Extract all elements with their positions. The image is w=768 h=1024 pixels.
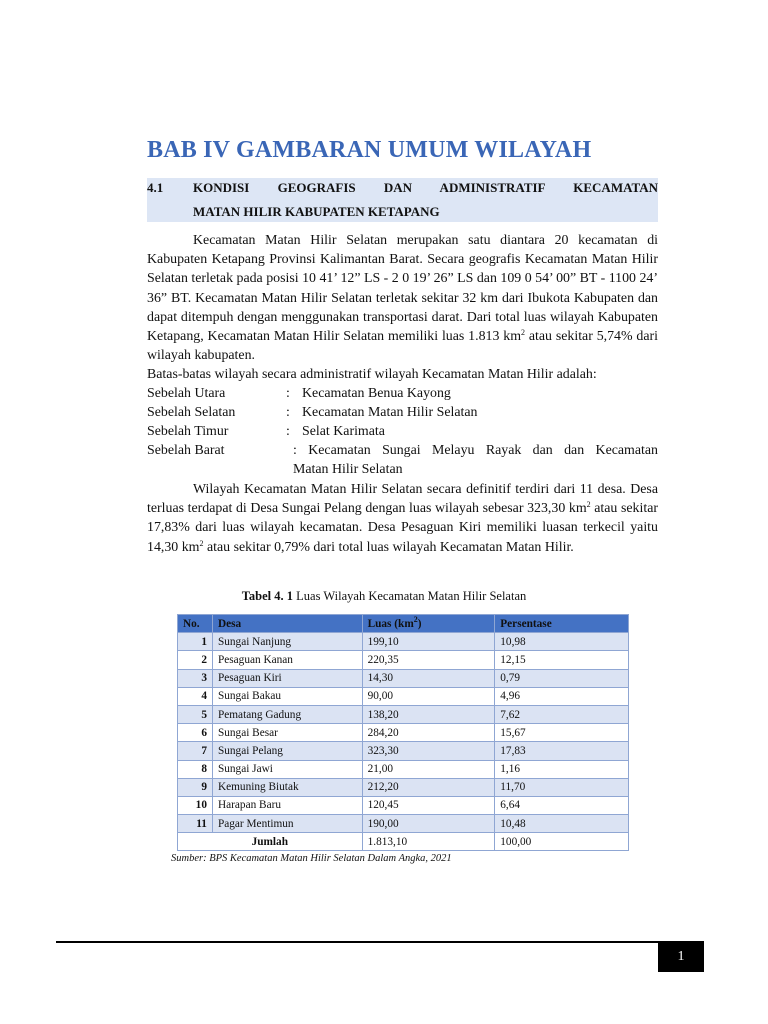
- cell-persen: 6,64: [495, 796, 629, 814]
- header-luas-text: Luas (km: [367, 617, 414, 630]
- superscript: 2: [521, 328, 526, 338]
- cell-no: 6: [178, 724, 213, 742]
- border-direction: Sebelah Timur: [147, 424, 229, 439]
- section-title-line1: KONDISI GEOGRAFIS DAN ADMINISTRATIF KECAMATAN: [193, 180, 658, 195]
- cell-desa: Pagar Mentimun: [212, 815, 362, 833]
- cell-luas: 21,00: [362, 760, 495, 778]
- cell-desa: Pesaguan Kiri: [212, 669, 362, 687]
- cell-persen: 0,79: [495, 669, 629, 687]
- paragraph-text: atau sekitar 0,79% dari total luas wilayah Kecamatan Matan Hilir.: [203, 539, 574, 555]
- cell-no: 2: [178, 651, 213, 669]
- cell-no: 7: [178, 742, 213, 760]
- total-persen: 100,00: [495, 833, 629, 851]
- table-row: [178, 796, 629, 814]
- cell-desa: Kemuning Biutak: [212, 778, 362, 796]
- cell-desa: Harapan Baru: [212, 796, 362, 814]
- table-caption-label: Tabel 4. 1: [241, 589, 294, 603]
- paragraph-text: Wilayah Kecamatan Matan Hilir Selatan secara definitif terdiri dari 11 desa. Desa terluas terdapat di Desa Sungai Pelang dengan luas wilayah sebesar 323,30 km: [147, 482, 658, 517]
- header-no: No.: [178, 615, 213, 633]
- paragraph-text: Kecamatan Matan Hilir Selatan merupakan satu diantara 20 kecamatan di Kabupaten Ketapang Provinsi Kalimantan Barat. Secara geografis Kecamatan Matan Hilir Selatan terletak pada posisi 10 41’ 12” LS - 2 0 19’ 26” LS dan 109 0 54’ 00” BT - 1100 24’ 36” BT. Kecamatan Matan Hilir Selatan terletak sekitar 32 km dari Ibukota Kabupaten dan dapat ditempuh dengan menggunakan transportasi darat. Dari total luas wilayah Kabupaten Ketapang, Kecamatan Matan Hilir Selatan memiliki luas 1.813 km: [147, 233, 658, 345]
- table-row: [178, 760, 629, 778]
- cell-persen: 10,98: [495, 633, 629, 651]
- paragraph-geography: [147, 231, 658, 365]
- border-colon: :: [286, 386, 290, 401]
- total-luas: 1.813,10: [362, 833, 495, 851]
- cell-desa: Sungai Pelang: [212, 742, 362, 760]
- paragraph-text: atau sekitar 17,83% dari luas wilayah kecamatan. Desa Pesaguan Kiri memiliki luasan terkecil yaitu 14,30 km: [147, 501, 658, 555]
- footer-rule: [56, 941, 704, 943]
- border-value-continued: Matan Hilir Selatan: [293, 462, 403, 477]
- table-total-row: [178, 833, 629, 851]
- table-header-row: [178, 615, 629, 633]
- cell-luas: 90,00: [362, 687, 495, 705]
- cell-persen: 4,96: [495, 687, 629, 705]
- header-persentase: Persentase: [495, 615, 629, 633]
- cell-luas: 120,45: [362, 796, 495, 814]
- header-desa: Desa: [212, 615, 362, 633]
- cell-persen: 10,48: [495, 815, 629, 833]
- cell-no: 4: [178, 687, 213, 705]
- border-colon: :: [286, 424, 290, 439]
- table-row: [178, 687, 629, 705]
- cell-no: 3: [178, 669, 213, 687]
- cell-desa: Sungai Nanjung: [212, 633, 362, 651]
- cell-no: 10: [178, 796, 213, 814]
- cell-no: 1: [178, 633, 213, 651]
- paragraph-text: atau sekitar 5,74% dari wilayah kabupaten.: [147, 329, 659, 364]
- table-row: [178, 633, 629, 651]
- section-heading: [147, 178, 658, 222]
- border-value: Kecamatan Benua Kayong: [302, 386, 451, 401]
- cell-desa: Sungai Bakau: [212, 687, 362, 705]
- table-caption: [0, 589, 768, 604]
- border-value: : Kecamatan Sungai Melayu Rayak dan dan Kecamatan: [293, 443, 658, 458]
- table-row: [178, 669, 629, 687]
- cell-luas: 14,30: [362, 669, 495, 687]
- cell-no: 8: [178, 760, 213, 778]
- table-row: [178, 705, 629, 723]
- cell-luas: 212,20: [362, 778, 495, 796]
- cell-persen: 11,70: [495, 778, 629, 796]
- cell-desa: Pematang Gadung: [212, 705, 362, 723]
- area-table: [177, 614, 629, 851]
- cell-luas: 190,00: [362, 815, 495, 833]
- table-row: [178, 651, 629, 669]
- total-label: Jumlah: [178, 833, 363, 851]
- section-number: 4.1: [147, 180, 164, 195]
- header-luas: [362, 615, 495, 633]
- cell-no: 11: [178, 815, 213, 833]
- cell-no: 5: [178, 705, 213, 723]
- cell-luas: 284,20: [362, 724, 495, 742]
- borders-intro: Batas-batas wilayah secara administratif wilayah Kecamatan Matan Hilir adalah:: [147, 367, 597, 382]
- cell-persen: 17,83: [495, 742, 629, 760]
- superscript: 2: [413, 614, 418, 624]
- header-luas-end: ): [417, 617, 422, 630]
- cell-luas: 220,35: [362, 651, 495, 669]
- cell-desa: Sungai Besar: [212, 724, 362, 742]
- table-row: [178, 742, 629, 760]
- border-direction: Sebelah Utara: [147, 386, 226, 401]
- border-value: Selat Karimata: [302, 424, 385, 439]
- cell-luas: 138,20: [362, 705, 495, 723]
- cell-persen: 15,67: [495, 724, 629, 742]
- table-row: [178, 724, 629, 742]
- superscript: 2: [586, 500, 591, 510]
- cell-persen: 1,16: [495, 760, 629, 778]
- table-row: [178, 778, 629, 796]
- table-row: [178, 815, 629, 833]
- border-colon: :: [286, 405, 290, 420]
- cell-luas: 199,10: [362, 633, 495, 651]
- cell-desa: Pesaguan Kanan: [212, 651, 362, 669]
- table-caption-text: Luas Wilayah Kecamatan Matan Hilir Selatan: [293, 589, 527, 603]
- section-title-line2: MATAN HILIR KABUPATEN KETAPANG: [193, 204, 440, 219]
- cell-no: 9: [178, 778, 213, 796]
- border-direction: Sebelah Selatan: [147, 405, 236, 420]
- cell-luas: 323,30: [362, 742, 495, 760]
- border-direction: Sebelah Barat: [147, 443, 225, 458]
- cell-desa: Sungai Jawi: [212, 760, 362, 778]
- chapter-heading: BAB IV GAMBARAN UMUM WILAYAH: [147, 137, 592, 163]
- superscript: 2: [199, 538, 204, 548]
- border-row-west: [147, 441, 658, 481]
- page-number: 1: [658, 942, 704, 972]
- cell-persen: 12,15: [495, 651, 629, 669]
- cell-persen: 7,62: [495, 705, 629, 723]
- border-value: Kecamatan Matan Hilir Selatan: [302, 405, 478, 420]
- table-source-note: Sumber: BPS Kecamatan Matan Hilir Selatan Dalam Angka, 2021: [171, 853, 452, 864]
- paragraph-villages: [147, 480, 658, 557]
